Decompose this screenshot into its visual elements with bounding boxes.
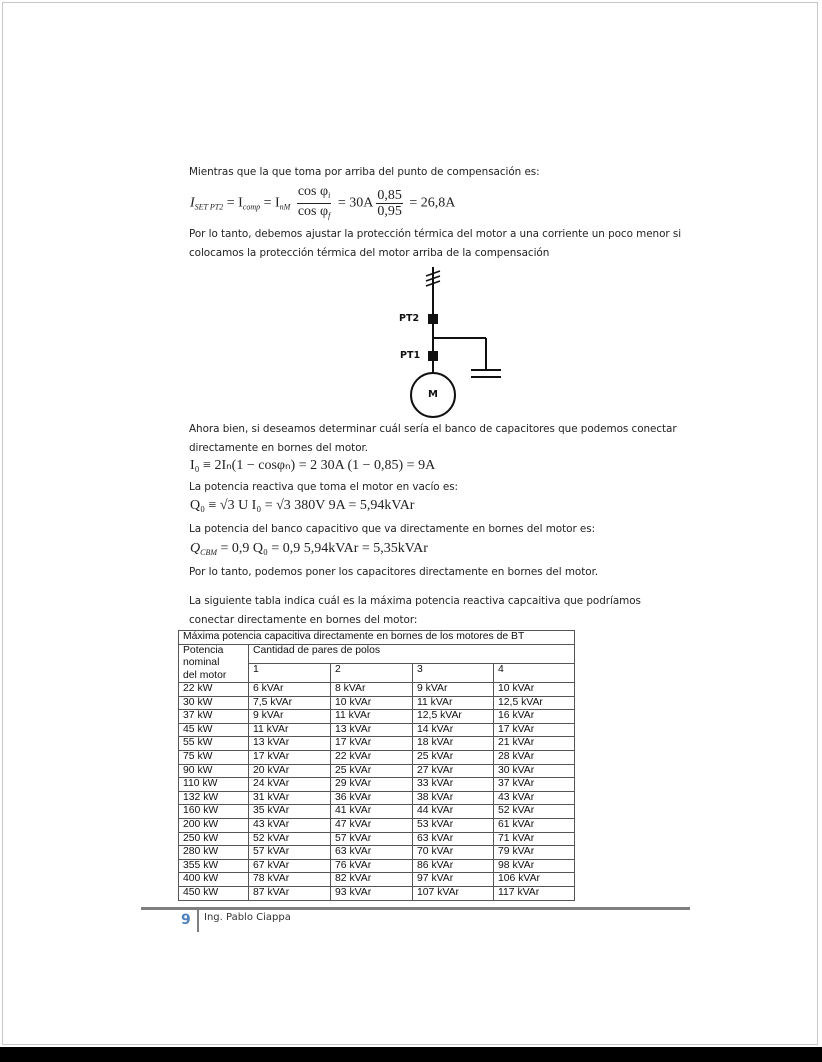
formula-q0: Q₀ ≡ √3 U I₀ = √3 380V 9A = 5,94kVAr bbox=[190, 498, 415, 513]
cell-kvar: 27 kVAr bbox=[413, 764, 494, 778]
paragraph-reactive-power: La potencia reactiva que toma el motor en vacío es: bbox=[189, 481, 459, 493]
table-row bbox=[179, 832, 575, 846]
cell-motor-power: 132 kW bbox=[179, 791, 249, 805]
cell-motor-power: 45 kW bbox=[179, 723, 249, 737]
formula-symbol: I bbox=[190, 195, 195, 211]
cell-kvar: 71 kVAr bbox=[494, 832, 575, 846]
cell-motor-power: 400 kW bbox=[179, 873, 249, 887]
table-row bbox=[179, 846, 575, 860]
viewer-bottom-bar bbox=[0, 1047, 822, 1062]
cell-motor-power: 75 kW bbox=[179, 750, 249, 764]
cell-kvar: 12,5 kVAr bbox=[494, 696, 575, 710]
header-motor-power: Potencia nominal del motor bbox=[179, 644, 249, 683]
cell-motor-power: 250 kW bbox=[179, 832, 249, 846]
cell-motor-power: 30 kW bbox=[179, 696, 249, 710]
cell-kvar: 76 kVAr bbox=[331, 859, 413, 873]
motor-label: M bbox=[428, 389, 438, 400]
cell-kvar: 21 kVAr bbox=[494, 737, 575, 751]
cell-kvar: 24 kVAr bbox=[249, 778, 331, 792]
table-row bbox=[179, 737, 575, 751]
table-row bbox=[179, 805, 575, 819]
cell-kvar: 11 kVAr bbox=[331, 710, 413, 724]
cell-kvar: 28 kVAr bbox=[494, 750, 575, 764]
table-body bbox=[179, 683, 575, 901]
footer-author: Ing. Pablo Ciappa bbox=[204, 912, 291, 923]
header-pole-2: 2 bbox=[331, 663, 413, 682]
cell-kvar: 98 kVAr bbox=[494, 859, 575, 873]
paragraph-intro-compensation: Mientras que la que toma por arriba del punto de compensación es: bbox=[189, 166, 540, 178]
cell-kvar: 7,5 kVAr bbox=[249, 696, 331, 710]
cell-kvar: 18 kVAr bbox=[413, 737, 494, 751]
cell-kvar: 38 kVAr bbox=[413, 791, 494, 805]
cell-kvar: 117 kVAr bbox=[494, 886, 575, 900]
header-pole-3: 3 bbox=[413, 663, 494, 682]
cell-motor-power: 37 kW bbox=[179, 710, 249, 724]
cell-kvar: 31 kVAr bbox=[249, 791, 331, 805]
cell-motor-power: 280 kW bbox=[179, 846, 249, 860]
cell-kvar: 9 kVAr bbox=[413, 683, 494, 697]
cell-kvar: 67 kVAr bbox=[249, 859, 331, 873]
circuit-diagram-icon bbox=[395, 262, 510, 422]
single-line-diagram bbox=[395, 262, 510, 422]
footer-separator bbox=[197, 910, 199, 932]
cell-kvar: 12,5 kVAr bbox=[413, 710, 494, 724]
label-pt2: PT2 bbox=[399, 313, 420, 324]
paragraph-capacitor-bank: Ahora bien, si deseamos determinar cuál sería el banco de capacitores que podemos conectar directamente en bornes del motor. bbox=[189, 423, 677, 454]
cell-kvar: 87 kVAr bbox=[249, 886, 331, 900]
cell-kvar: 9 kVAr bbox=[249, 710, 331, 724]
cell-kvar: 14 kVAr bbox=[413, 723, 494, 737]
label-pt1: PT1 bbox=[400, 350, 421, 361]
table-row bbox=[179, 683, 575, 697]
cell-kvar: 63 kVAr bbox=[413, 832, 494, 846]
cell-motor-power: 450 kW bbox=[179, 886, 249, 900]
cell-kvar: 20 kVAr bbox=[249, 764, 331, 778]
cell-kvar: 36 kVAr bbox=[331, 791, 413, 805]
cell-kvar: 10 kVAr bbox=[494, 683, 575, 697]
cell-kvar: 25 kVAr bbox=[331, 764, 413, 778]
cell-kvar: 43 kVAr bbox=[249, 818, 331, 832]
footer-divider bbox=[141, 907, 690, 910]
cell-kvar: 93 kVAr bbox=[331, 886, 413, 900]
paragraph-thermal-protection: Por lo tanto, debemos ajustar la protección térmica del motor a una corriente un poco menor si colocamos la protección térmica del motor arriba de la compensación bbox=[189, 228, 682, 259]
formula-iset-pt2: $I_{SET PT2} = I_{comp} = I_{nM}$ $\frac{\cos \varphi_i}{\cos \varphi_f}$ = 30A $\frac{0,85}{0,95}$ = 26,8A bbox=[190, 184, 455, 223]
table-row bbox=[179, 818, 575, 832]
formula-i0: I₀ ≡ 2Iₙ(1 − cosφₙ) = 2 30A (1 − 0,85) = 9A bbox=[190, 458, 436, 473]
cell-kvar: 30 kVAr bbox=[494, 764, 575, 778]
cell-motor-power: 110 kW bbox=[179, 778, 249, 792]
table-title: Máxima potencia capacitiva directamente en bornes de los motores de BT bbox=[179, 631, 575, 645]
cell-kvar: 17 kVAr bbox=[249, 750, 331, 764]
header-pole-4: 4 bbox=[494, 663, 575, 682]
table-row bbox=[179, 750, 575, 764]
table-row bbox=[179, 859, 575, 873]
page-number: 9 bbox=[181, 912, 191, 928]
table-row bbox=[179, 696, 575, 710]
table-row bbox=[179, 873, 575, 887]
table-row bbox=[179, 791, 575, 805]
cell-kvar: 37 kVAr bbox=[494, 778, 575, 792]
fraction-values: $\frac{0,85}{0,95}$ bbox=[377, 188, 402, 219]
cell-kvar: 63 kVAr bbox=[331, 846, 413, 860]
cell-kvar: 57 kVAr bbox=[331, 832, 413, 846]
cell-kvar: 13 kVAr bbox=[249, 737, 331, 751]
cell-kvar: 41 kVAr bbox=[331, 805, 413, 819]
cell-kvar: 10 kVAr bbox=[331, 696, 413, 710]
cell-motor-power: 22 kW bbox=[179, 683, 249, 697]
cell-kvar: 47 kVAr bbox=[331, 818, 413, 832]
cell-kvar: 6 kVAr bbox=[249, 683, 331, 697]
formula-qcbm: $Q_{CBM} = 0,9$ Q₀ = 0,9 5,94kVAr = 5,35kVAr bbox=[190, 541, 428, 557]
cell-kvar: 17 kVAr bbox=[331, 737, 413, 751]
cell-kvar: 79 kVAr bbox=[494, 846, 575, 860]
paragraph-table-intro: La siguiente tabla indica cuál es la máxima potencia reactiva capcaitiva que podríamos conectar directamente en bornes del motor: bbox=[189, 595, 641, 626]
cell-kvar: 70 kVAr bbox=[413, 846, 494, 860]
cell-motor-power: 200 kW bbox=[179, 818, 249, 832]
cell-kvar: 33 kVAr bbox=[413, 778, 494, 792]
header-pole-pairs: Cantidad de pares de polos bbox=[249, 644, 575, 663]
cell-kvar: 25 kVAr bbox=[413, 750, 494, 764]
cell-kvar: 16 kVAr bbox=[494, 710, 575, 724]
cell-kvar: 82 kVAr bbox=[331, 873, 413, 887]
cell-kvar: 43 kVAr bbox=[494, 791, 575, 805]
cell-kvar: 86 kVAr bbox=[413, 859, 494, 873]
header-pole-1: 1 bbox=[249, 663, 331, 682]
cell-kvar: 11 kVAr bbox=[249, 723, 331, 737]
cell-motor-power: 160 kW bbox=[179, 805, 249, 819]
fraction-cos: $\frac{\cos \varphi_i}{\cos \varphi_f}$ bbox=[297, 184, 331, 220]
cell-motor-power: 355 kW bbox=[179, 859, 249, 873]
cell-kvar: 106 kVAr bbox=[494, 873, 575, 887]
cell-kvar: 8 kVAr bbox=[331, 683, 413, 697]
cell-kvar: 17 kVAr bbox=[494, 723, 575, 737]
cell-motor-power: 90 kW bbox=[179, 764, 249, 778]
paragraph-bank-power: La potencia del banco capacitivo que va directamente en bornes del motor es: bbox=[189, 523, 596, 535]
table-row bbox=[179, 778, 575, 792]
cell-kvar: 78 kVAr bbox=[249, 873, 331, 887]
cell-kvar: 52 kVAr bbox=[249, 832, 331, 846]
cell-kvar: 22 kVAr bbox=[331, 750, 413, 764]
table-row bbox=[179, 723, 575, 737]
cell-kvar: 61 kVAr bbox=[494, 818, 575, 832]
cell-kvar: 53 kVAr bbox=[413, 818, 494, 832]
cell-kvar: 44 kVAr bbox=[413, 805, 494, 819]
cell-kvar: 97 kVAr bbox=[413, 873, 494, 887]
table-row bbox=[179, 764, 575, 778]
table-row bbox=[179, 886, 575, 900]
cell-kvar: 52 kVAr bbox=[494, 805, 575, 819]
capacitor-table bbox=[178, 630, 575, 901]
cell-kvar: 13 kVAr bbox=[331, 723, 413, 737]
cell-kvar: 107 kVAr bbox=[413, 886, 494, 900]
table-row bbox=[179, 710, 575, 724]
cell-kvar: 35 kVAr bbox=[249, 805, 331, 819]
cell-motor-power: 55 kW bbox=[179, 737, 249, 751]
paragraph-conclusion: Por lo tanto, podemos poner los capacitores directamente en bornes del motor. bbox=[189, 566, 599, 578]
cell-kvar: 11 kVAr bbox=[413, 696, 494, 710]
cell-kvar: 29 kVAr bbox=[331, 778, 413, 792]
cell-kvar: 57 kVAr bbox=[249, 846, 331, 860]
